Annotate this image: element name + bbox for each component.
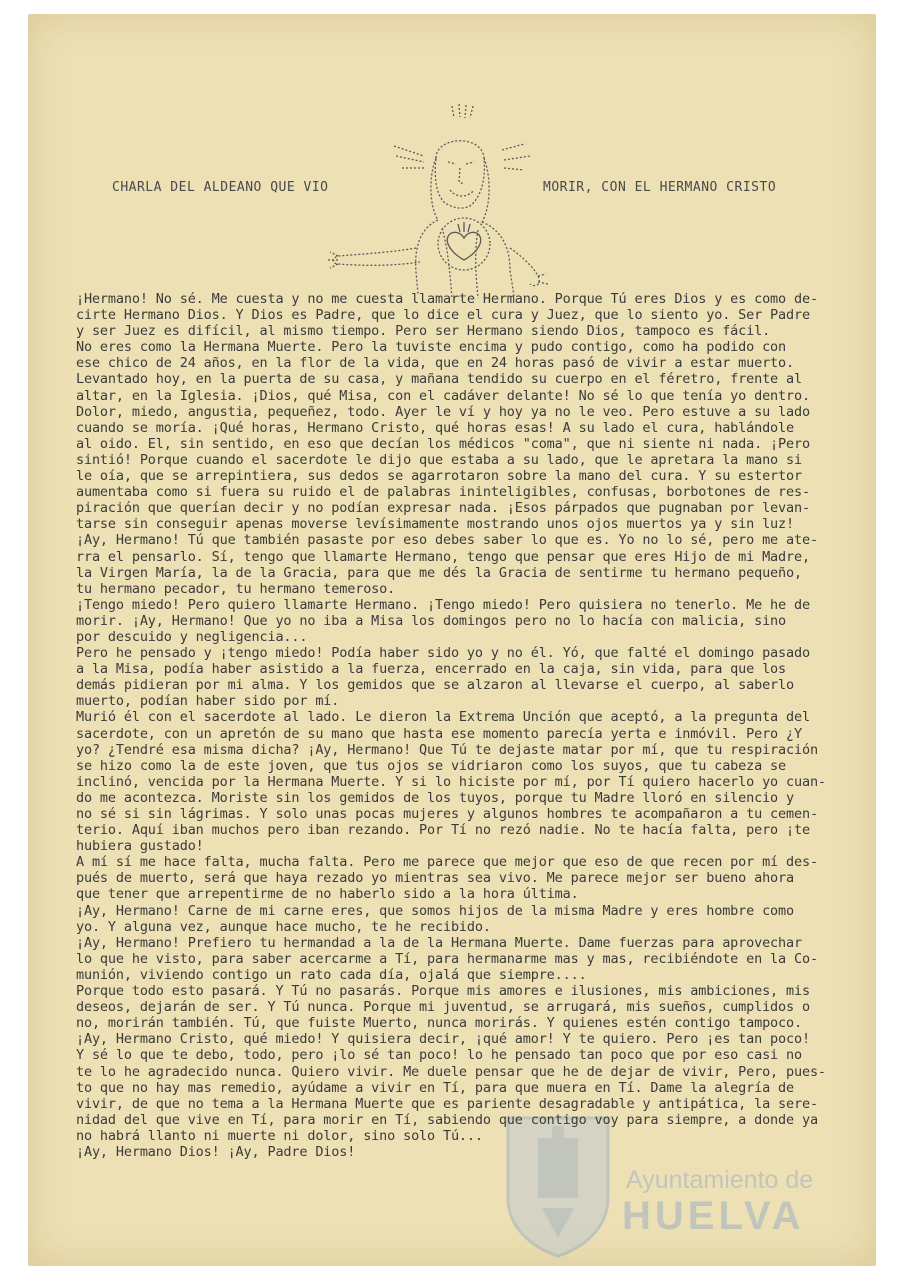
body-line: te lo he agradecido nunca. Quiero vivir. Me duele pensar que he de dejar de vivir, Pero, pues- <box>76 1063 826 1080</box>
body-line: A mí sí me hace falta, mucha falta. Pero me parece que mejor que eso de que recen por mí des- <box>76 854 818 871</box>
body-line: ¡Ay, Hermano! Tú que también pasaste por eso debes saber lo que es. Yo no lo sé, pero me ate- <box>76 532 818 549</box>
body-line: Porque todo esto pasará. Y Tú no pasarás. Porque mis amores e ilusiones, mis ambiciones, mis <box>76 983 810 1000</box>
sacred-heart-icon <box>324 98 564 302</box>
body-line: ¡Hermano! No sé. Me cuesta y no me cuesta llamarte Hermano. Porque Tú eres Dios y es como de- <box>76 291 818 307</box>
body-line: morir. ¡Ay, Hermano! Que yo no iba a Misa los domingos pero no lo hacía con malicia, sino <box>76 612 787 629</box>
body-line: tarse sin conseguir apenas moverse levísimamente mostrando unos ojos muertos ya y sin luz! <box>76 516 794 533</box>
body-line: no sé si sin lágrimas. Y solo unas pocas mujeres y algunos hombres te acompañaron a tu cemen- <box>76 806 818 822</box>
body-line: altar, en la Iglesia. ¡Dios, qué Misa, con el cadáver delante! No sé lo que tenía yo dentro. <box>76 387 810 404</box>
body-line: Y sé lo que te debo, todo, pero ¡lo sé tan poco! lo he pensado tan poco que por eso casi no <box>76 1047 802 1064</box>
body-line: ese chico de 24 años, en la flor de la vida, que en 24 horas pasó de vivir a estar muerto. <box>76 355 794 372</box>
body-line: deseos, dejarán de ser. Y Tú nunca. Porque mi juventud, se arrugará, mis sueños, cumplidos o <box>76 999 810 1016</box>
body-line: muerto, podían haber sido por mí. <box>76 693 340 710</box>
body-line: No eres como la Hermana Muerte. Pero la tuviste encima y pudo contigo, como ha podido con <box>76 339 787 356</box>
body-line: terio. Aquí iban muchos pero iban rezando. Por Tí no rezó nadie. No te hacía falta, pero ¡te <box>76 822 810 839</box>
body-line: munión, viviendo contigo un rato cada día, ojalá que siempre.... <box>76 966 587 983</box>
body-line: y ser Juez es difícil, al mismo tiempo. Pero ser Hermano siendo Dios, tampoco es fácil. <box>76 323 771 340</box>
body-line: ¡Ay, Hermano Cristo, qué miedo! Y quisiera decir, ¡qué amor! Y te quiero. Pero ¡es tan poco! <box>76 1031 810 1048</box>
watermark-line1: Ayuntamiento de <box>626 1166 814 1194</box>
body-line: se hizo como la de este joven, que tus ojos se vidriaron como los suyos, que tu cabeza se <box>76 757 787 774</box>
body-line: piración que querían decir y no podían expresar nada. ¡Esos párpados que pugnaban por levan- <box>76 500 810 517</box>
body-line: inclinó, vencida por la Hermana Muerte. Y si lo hiciste por mí, por Tí quiero hacerlo yo cuan- <box>76 773 826 790</box>
body-line: ¡Tengo miedo! Pero quiero llamarte Hermano. ¡Tengo miedo! Pero quisiera no tenerlo. Me he de <box>76 596 810 613</box>
body-line: ¡Ay, Hermano Dios! ¡Ay, Padre Dios! <box>76 1143 356 1160</box>
body-line: sintió! Porque cuando el sacerdote le dijo que estaba a su lado, que le apretara la mano si <box>76 451 802 468</box>
document-title-right: MORIR, CON EL HERMANO CRISTO <box>543 180 777 195</box>
body-line: le oía, que se arrepintiera, sus dedos se agarrotaron sobre la mano del cura. Y su estertor <box>76 468 802 485</box>
body-line: yo? ¿Tendré esa misma dicha? ¡Ay, Hermano! Que Tú te dejaste matar por mí, que tu respiración <box>76 741 818 758</box>
body-line: lo que he visto, para saber acercarme a Tí, para hermanarme mas y mas, recibiéndote en la Co- <box>76 950 818 967</box>
document-body <box>76 291 836 1160</box>
body-line: nidad del que vive en Tí, para morir en Tí, sabiendo que contigo voy para siempre, a donde ya <box>76 1111 818 1128</box>
body-line: por descuido y negligencia... <box>76 628 308 645</box>
body-line: yo. Y alguna vez, aunque hace mucho, te he recibido. <box>76 918 491 935</box>
body-line: Pero he pensado y ¡tengo miedo! Podía haber sido yo y no él. Yó, que falté el domingo pasado <box>76 645 810 662</box>
body-line: pués de muerto, será que haya rezado yo mientras sea vivo. Me parece mejor ser bueno ahora <box>76 870 794 887</box>
body-line: tu hermano pecador, tu hermano temeroso. <box>76 580 396 597</box>
watermark-seal-text <box>512 1168 531 1169</box>
body-line: cuando se moría. ¡Qué horas, Hermano Cristo, qué horas esas! A su lado el cura, hablándole <box>76 419 794 436</box>
body-line: Dolor, miedo, angustia, pequeñez, todo. Ayer le ví y hoy ya no le veo. Pero estuve a su lado <box>76 403 810 420</box>
body-line: vivir, de que no tema a la Hermana Muerte que es pariente desagradable y antipática, la sere- <box>76 1095 818 1112</box>
watermark-line2: HUELVA <box>622 1194 805 1238</box>
body-line: a la Misa, podía haber asistido a la fuerza, encerrado en la caja, sin vida, para que los <box>76 661 787 678</box>
body-line: Murió él con el sacerdote al lado. Le dieron la Extrema Unción que aceptó, a la pregunta del <box>76 709 810 726</box>
body-line: no, morirán también. Tú, que fuiste Muerto, nunca morirás. Y quienes estén contigo tampoco. <box>76 1015 802 1032</box>
body-line: al oido. El, sin sentido, en eso que decían los médicos "coma", que ni siente ni nada. ¡Pero <box>76 435 810 452</box>
body-line: to que no hay mas remedio, ayúdame a vivir en Tí, para que muera en Tí. Dame la alegría de <box>76 1079 794 1096</box>
body-line: aumentaba como si fuera su ruido el de palabras ininteligibles, confusas, borbotones de res- <box>76 484 810 501</box>
body-line: do me acontezca. Moriste sin los gemidos de los tuyos, porque tu Madre lloró en silencio y <box>76 789 794 806</box>
document-title-left: CHARLA DEL ALDEANO QUE VIO <box>112 180 329 195</box>
body-line: ¡Ay, Hermano! Carne de mi carne eres, que somos hijos de la misma Madre y eres hombre como <box>76 902 794 919</box>
body-line: que tener que arrepentirme de no haberlo sido a la hora última. <box>76 886 579 903</box>
body-line: la Virgen María, la de la Gracia, para que me dés la Gracia de sentirme tu hermano pequeño, <box>76 564 802 581</box>
body-line: Levantado hoy, en la puerta de su casa, y mañana tendido su cuerpo en el féretro, frente al <box>76 371 802 388</box>
body-line: hubiera gustado! <box>76 838 204 855</box>
body-line: no habrá llanto ni muerte ni dolor, sino solo Tú... <box>76 1127 483 1144</box>
body-line: sacerdote, con un apretón de su mano que hasta ese momento parecía yerta e inmóvil. Pero ¿Y <box>76 725 802 742</box>
body-line: rra el pensarlo. Sí, tengo que llamarte Hermano, tengo que pensar que eres Hijo de mi Madre, <box>76 548 810 565</box>
body-line: demás pidieran por mi alma. Y los gemidos que se alzaron al llevarse el cuerpo, al saberlo <box>76 677 794 694</box>
body-line: ¡Ay, Hermano! Prefiero tu hermandad a la de la Hermana Muerte. Dame fuerzas para aprovechar <box>76 934 802 951</box>
body-line: cirte Hermano Dios. Y Dios es Padre, que lo dice el cura y Juez, que lo siento yo. Ser Padre <box>76 307 810 324</box>
